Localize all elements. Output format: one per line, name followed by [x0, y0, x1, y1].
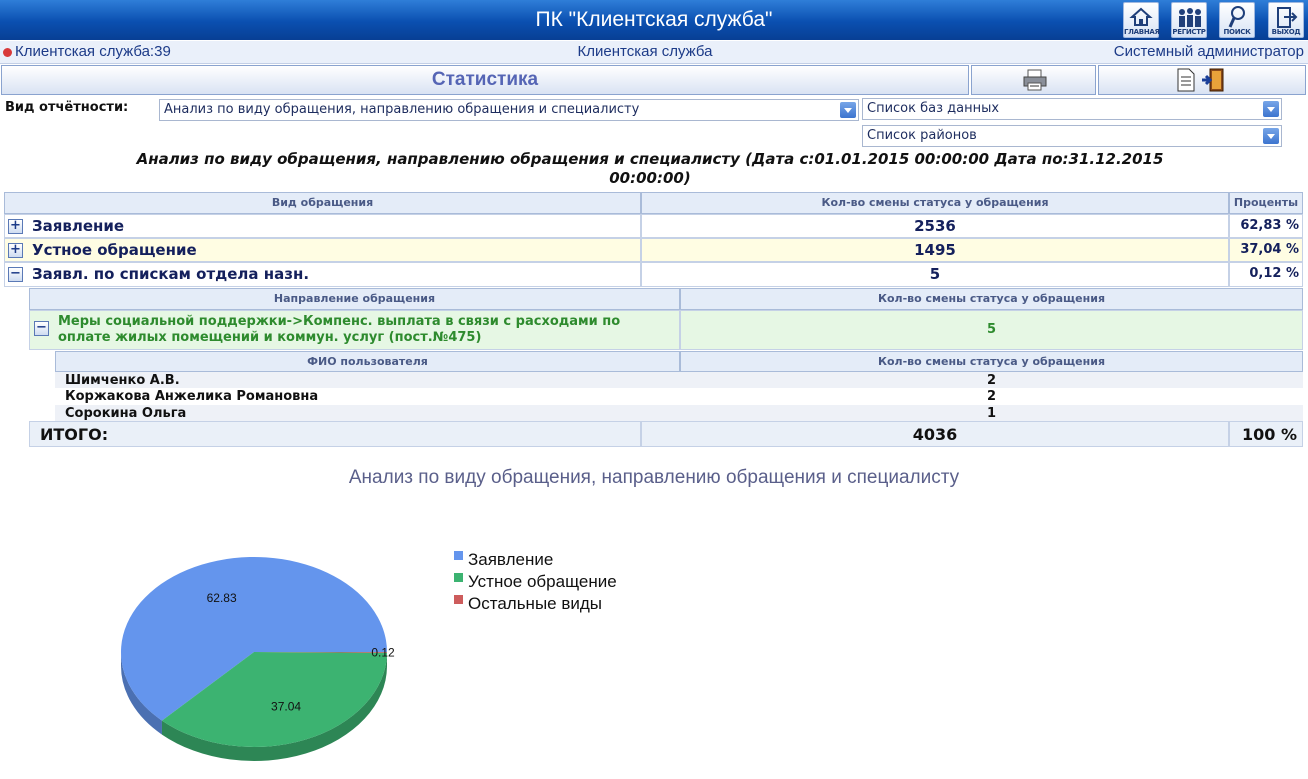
app-title: ПК "Клиентская служба"	[535, 8, 773, 31]
report-type-label: Вид отчётности:	[5, 100, 129, 115]
row-percent: 0,12 %	[1249, 266, 1299, 281]
user-name: Сорокина Ольга	[65, 406, 187, 421]
legend-label: Остальные виды	[468, 594, 602, 613]
column-header-user: ФИО пользователя	[55, 351, 680, 372]
row-count: 5	[929, 265, 941, 283]
register-button[interactable]	[1171, 2, 1207, 38]
report-heading-line2: 00:00:00)	[609, 169, 691, 187]
pie-chart	[100, 540, 410, 770]
row-count: 1495	[914, 241, 956, 259]
pie-value-label: 0.12	[371, 645, 395, 660]
register-button-label: РЕГИСТР	[1172, 28, 1206, 36]
collapse-row-button[interactable]: −	[8, 267, 23, 282]
user-count: 1	[986, 406, 997, 421]
direction-count: 5	[986, 322, 997, 337]
legend-label: Заявление	[468, 550, 554, 569]
total-label: ИТОГО:	[40, 425, 109, 444]
document-icon[interactable]	[1176, 68, 1196, 92]
expand-row-button[interactable]: +	[8, 219, 23, 234]
pie-value-label: 62.83	[206, 590, 237, 605]
chevron-down-icon[interactable]	[1263, 101, 1279, 117]
column-header-user-count: Кол-во смены статуса у обращения	[680, 351, 1303, 372]
chevron-down-icon[interactable]	[1263, 128, 1279, 144]
report-heading-line1: Анализ по виду обращения, направлению обращения и специалисту (Дата с:01.01.2015 00:00:00 Дата по:31.12.2015	[136, 150, 1164, 168]
row-type-name: Заявление	[32, 217, 125, 235]
column-header-direction-count: Кол-во смены статуса у обращения	[680, 288, 1303, 310]
status-user: Системный администратор	[1113, 43, 1304, 60]
home-button-label: ГЛАВНАЯ	[1124, 28, 1160, 36]
legend-swatch	[454, 595, 463, 604]
status-indicator-icon	[3, 48, 12, 57]
status-service-name: Клиентская служба	[577, 43, 713, 60]
exit-button-label: ВЫХОД	[1271, 28, 1301, 36]
report-heading	[120, 150, 1180, 188]
exit-icon	[1274, 5, 1298, 29]
export-toolbar	[1098, 65, 1306, 95]
direction-name	[58, 314, 620, 346]
search-button[interactable]	[1219, 2, 1255, 38]
row-percent: 37,04 %	[1240, 242, 1299, 257]
status-service-id: Клиентская служба:39	[15, 43, 171, 60]
row-type-name: Устное обращение	[32, 241, 197, 259]
search-button-label: ПОИСК	[1223, 28, 1251, 36]
home-icon	[1129, 5, 1153, 29]
column-header-type: Вид обращения	[4, 192, 641, 214]
search-icon	[1225, 5, 1249, 29]
chart-title: Анализ по виду обращения, направлению обращения и специалисту	[348, 467, 960, 488]
column-header-percent: Проценты	[1229, 192, 1303, 214]
row-count: 2536	[914, 217, 956, 235]
legend-swatch	[454, 551, 463, 560]
direction-name-line1: Меры социальной поддержки->Компенс. выплата в связи с расходами по	[58, 314, 621, 329]
printer-icon	[1022, 68, 1048, 92]
row-type-name: Заявл. по спискам отдела назн.	[32, 265, 310, 283]
exit-button[interactable]	[1268, 2, 1304, 38]
user-name: Коржакова Анжелика Романовна	[65, 389, 319, 404]
total-row	[29, 421, 641, 447]
total-percent: 100 %	[1242, 425, 1297, 444]
direction-name-line2: оплате жилых помещений и коммун. услуг (пост.№475)	[58, 330, 482, 345]
exit-door-icon[interactable]	[1201, 68, 1225, 92]
home-button[interactable]	[1123, 2, 1159, 38]
people-icon	[1177, 5, 1203, 29]
report-type-select[interactable]	[159, 99, 859, 121]
page-title: Статистика	[431, 69, 539, 90]
user-count: 2	[986, 389, 997, 404]
database-list-select[interactable]	[862, 98, 1282, 120]
print-button[interactable]	[971, 65, 1096, 95]
district-list-value: Список районов	[867, 128, 977, 143]
legend-swatch	[454, 573, 463, 582]
user-count: 2	[986, 373, 997, 388]
column-header-direction: Направление обращения	[29, 288, 680, 310]
row-percent: 62,83 %	[1240, 218, 1299, 233]
database-list-value: Список баз данных	[867, 101, 1000, 116]
collapse-direction-button[interactable]: −	[34, 321, 49, 336]
total-count: 4036	[912, 425, 958, 444]
legend-label: Устное обращение	[468, 572, 617, 591]
pie-value-label: 37.04	[271, 699, 302, 714]
page-title-box	[1, 65, 969, 95]
column-header-count: Кол-во смены статуса у обращения	[641, 192, 1229, 214]
chevron-down-icon[interactable]	[840, 102, 856, 118]
district-list-select[interactable]	[862, 125, 1282, 147]
expand-row-button[interactable]: +	[8, 243, 23, 258]
user-name: Шимченко А.В.	[65, 373, 180, 388]
report-type-value: Анализ по виду обращения, направлению обращения и специалисту	[164, 102, 640, 117]
